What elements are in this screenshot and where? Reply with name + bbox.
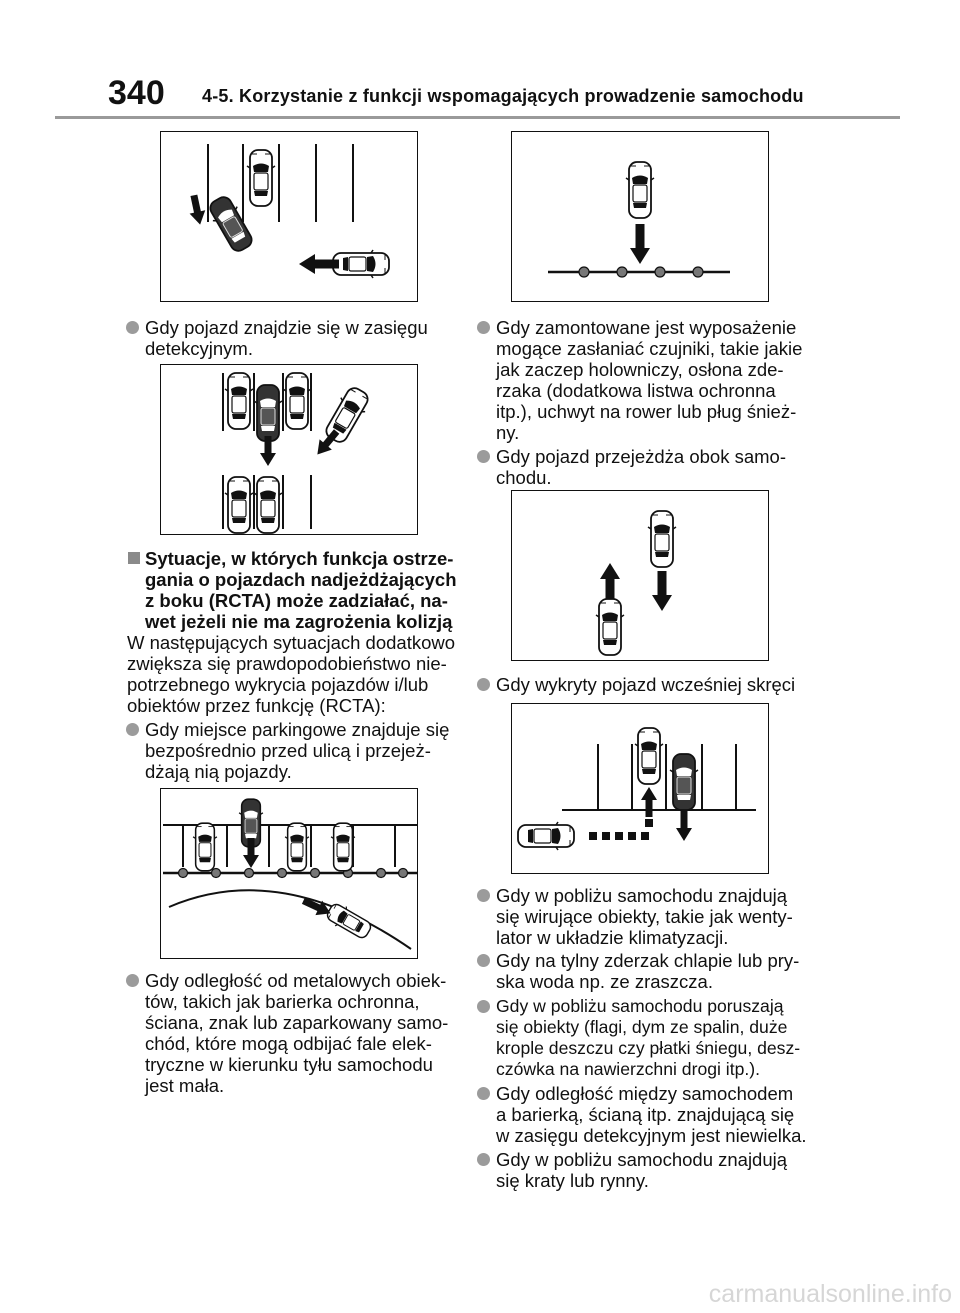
text-line: się kraty lub rynny.: [496, 1170, 649, 1191]
text-line: chodu.: [496, 467, 552, 488]
text-line: wet jeżeli nie ma zagrożenia kolizją: [145, 611, 453, 632]
text-line: dżają nią pojazdy.: [145, 761, 292, 782]
text-line: czówka na nawierzchni drogi itp.).: [496, 1059, 761, 1079]
right-bullet-2: [496, 446, 786, 488]
text-line: Gdy odległość między samochodem: [496, 1083, 794, 1104]
bullet-dot: [477, 1000, 490, 1013]
text-line: Gdy zamontowane jest wyposażenie: [496, 317, 797, 338]
text-line: tów, takich jak barierka ochronna,: [145, 991, 420, 1012]
text-line: Gdy miejsce parkingowe znajduje się: [145, 719, 450, 740]
text-line: jest mała.: [145, 1075, 225, 1096]
rcta-intro-paragraph: [127, 632, 455, 716]
left-bullet-2: [145, 719, 449, 782]
bullet-dot: [477, 678, 490, 691]
text-line: się wirujące obiekty, takie jak wenty-: [496, 906, 793, 927]
bullet-dot: [126, 974, 139, 987]
text-line: krople deszczu czy płatki śniegu, desz-: [496, 1038, 801, 1058]
bullet-dot: [477, 954, 490, 967]
text-line: chód, które mogą odbijać fale elek-: [145, 1033, 432, 1054]
bullet-dot: [477, 321, 490, 334]
right-bullet-5: [496, 950, 799, 992]
text-line: bezpośrednio przed ulicą i przejeż-: [145, 740, 431, 761]
figure-vehicle-passing-by: [511, 490, 769, 661]
text-line: gania o pojazdach nadjeżdżających: [145, 569, 457, 590]
section-title: 4-5. Korzystanie z funkcji wspomagających prowadzenie samochodu: [202, 86, 804, 106]
text-line: obiektów przez funkcję (RCTA):: [127, 695, 386, 716]
text-line: Gdy wykryty pojazd wcześniej skręci: [496, 674, 796, 695]
right-bullet-1: [496, 317, 802, 443]
bullet-dot: [477, 450, 490, 463]
text-line: ny.: [496, 422, 520, 443]
right-bullet-3: [496, 674, 795, 695]
text-line: lator w układzie klimatyzacji.: [496, 927, 729, 948]
text-line: Gdy w pobliżu samochodu znajdują: [496, 885, 788, 906]
text-line: Gdy pojazd znajdzie się w zasięgu: [145, 317, 428, 338]
bullet-dot: [477, 1153, 490, 1166]
text-line: Gdy na tylny zderzak chlapie lub pry-: [496, 950, 800, 971]
text-line: ska woda np. ze zraszcza.: [496, 971, 713, 992]
right-bullet-6: [496, 996, 800, 1080]
bullet-dot: [477, 1087, 490, 1100]
figure-detected-vehicle-turns-early: [511, 703, 769, 874]
text-line: W następujących sytuacjach dodatkowo: [127, 632, 456, 653]
right-bullet-8: [496, 1149, 787, 1191]
text-line: mogące zasłaniać czujniki, takie jakie: [496, 338, 803, 359]
text-line: się obiekty (flagi, dym ze spalin, duże: [496, 1017, 788, 1037]
left-bullet-1: [145, 317, 428, 359]
right-bullet-4: [496, 885, 793, 948]
header-rule: [55, 116, 900, 119]
text-line: Gdy w pobliżu samochodu znajdują: [496, 1149, 788, 1170]
text-line: tryczne w kierunku tyłu samochodu: [145, 1054, 433, 1075]
bullet-dot: [477, 889, 490, 902]
text-line: rzaka (dodatkowa listwa ochronna: [496, 380, 776, 401]
text-line: z boku (RCTA) może zadziałać, na-: [145, 590, 448, 611]
page-number: 340: [108, 74, 165, 112]
text-line: Gdy w pobliżu samochodu poruszają: [496, 996, 784, 1016]
right-bullet-7: [496, 1083, 807, 1146]
text-line: jak zaczep holowniczy, osłona zde-: [496, 359, 784, 380]
bullet-dot: [126, 321, 139, 334]
bullet-dot: [126, 723, 139, 736]
figure-rear-equipment-blocking-sensors: [511, 131, 769, 302]
rcta-section-heading: [145, 548, 457, 632]
square-bullet-icon: [128, 552, 140, 564]
text-line: a barierką, ścianą itp. znajdującą się: [496, 1104, 795, 1125]
text-line: potrzebnego wykrycia pojazdów i/lub: [127, 674, 429, 695]
figure-vehicle-in-detection-range: [160, 131, 418, 302]
left-bullet-3: [145, 970, 448, 1096]
text-line: ściana, znak lub zaparkowany samo-: [145, 1012, 449, 1033]
text-line: Gdy odległość od metalowych obiek-: [145, 970, 447, 991]
text-line: w zasięgu detekcyjnym jest niewielka.: [496, 1125, 807, 1146]
text-line: Sytuacje, w których funkcja ostrze-: [145, 548, 454, 569]
text-line: itp.), uchwyt na rower lub pług śnież-: [496, 401, 797, 422]
watermark: carmanualsonline.info: [708, 1280, 952, 1308]
text-line: Gdy pojazd przejeżdża obok samo-: [496, 446, 786, 467]
text-line: detekcyjnym.: [145, 338, 253, 359]
text-line: zwiększa się prawdopodobieństwo nie-: [127, 653, 447, 674]
figure-parking-lot-crossing: [160, 364, 418, 535]
figure-parking-in-front-of-street: [160, 788, 418, 959]
